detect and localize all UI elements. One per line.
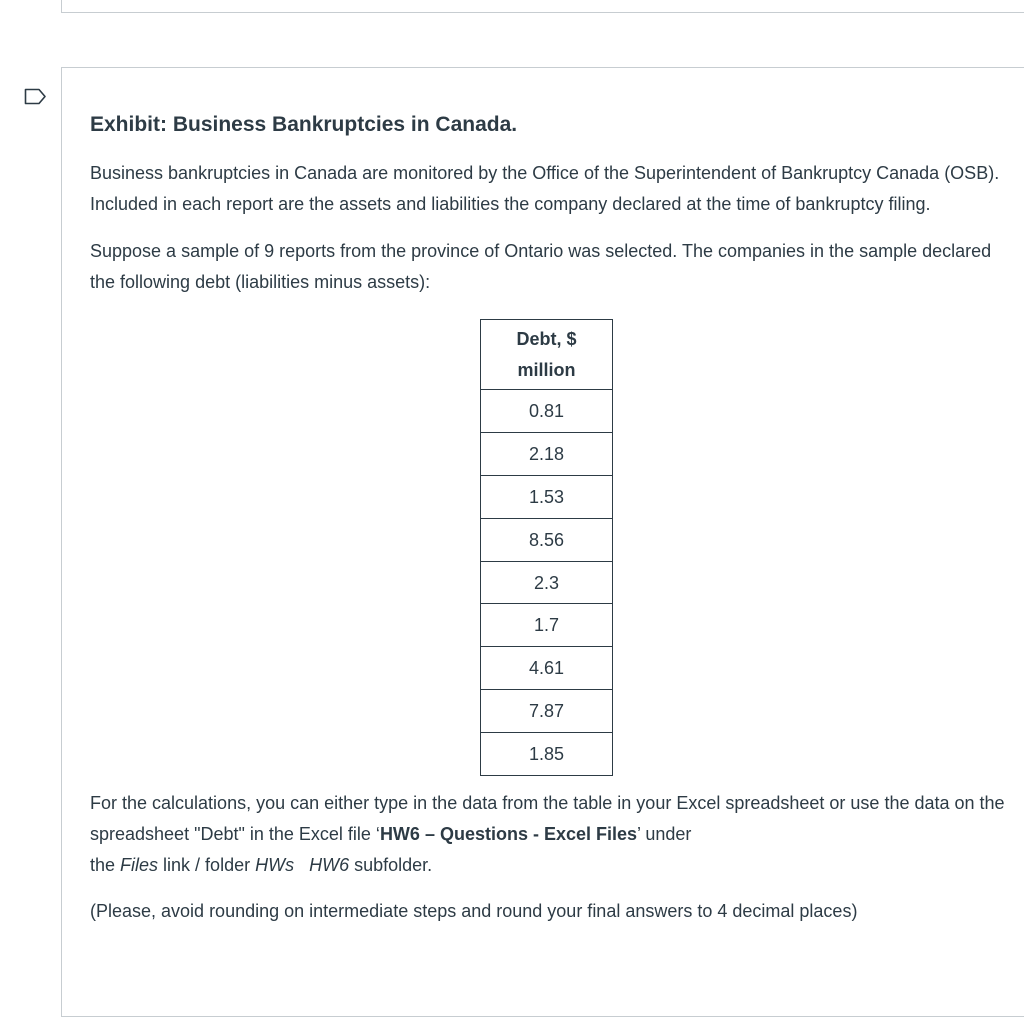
files-link-text: Files bbox=[120, 855, 159, 876]
debt-table-wrapper bbox=[480, 319, 613, 776]
debt-value: 1.7 bbox=[533, 615, 560, 636]
debt-value: 2.3 bbox=[533, 572, 560, 593]
debt-value-cell bbox=[481, 475, 613, 518]
debt-value-cell bbox=[481, 518, 613, 561]
debt-value: 2.18 bbox=[528, 443, 565, 464]
debt-value-cell bbox=[481, 432, 613, 475]
debt-value: 8.56 bbox=[528, 529, 565, 550]
question-card bbox=[61, 67, 1024, 1017]
debt-value-cell bbox=[481, 604, 613, 647]
debt-value: 1.53 bbox=[528, 486, 565, 507]
table-row bbox=[481, 390, 613, 433]
debt-value: 0.81 bbox=[528, 400, 565, 421]
debt-table bbox=[480, 319, 613, 776]
excel-file-name: HW6 – Questions - Excel Files bbox=[379, 824, 638, 845]
table-row bbox=[481, 475, 613, 518]
debt-column-header bbox=[481, 320, 613, 390]
debt-value: 1.85 bbox=[528, 744, 565, 765]
header-line-2: million bbox=[517, 359, 576, 380]
exhibit-title: Exhibit: Business Bankruptcies in Canada. bbox=[90, 113, 518, 136]
header-line-1: Debt, $ bbox=[516, 328, 577, 349]
debt-value-cell bbox=[481, 733, 613, 776]
debt-value-cell bbox=[481, 647, 613, 690]
debt-value-cell bbox=[481, 390, 613, 433]
instructions-text-1: For the calculations, you can either type in the data from the table in your Excel spreadsheet or use the data on the spreadsheet "Debt" in the Excel file ‘ bbox=[90, 793, 1005, 845]
question-text bbox=[90, 108, 1005, 927]
table-row bbox=[481, 604, 613, 647]
folder-separator bbox=[294, 855, 309, 875]
table-header-row bbox=[481, 320, 613, 390]
instructions-paragraph bbox=[90, 788, 1005, 881]
debt-table-body bbox=[481, 390, 613, 776]
previous-question-card bbox=[61, 0, 1024, 13]
debt-value-cell bbox=[481, 561, 613, 604]
intro-paragraph: Business bankruptcies in Canada are monitored by the Office of the Superintendent of Bankruptcy Canada (OSB). Included in each report are the assets and liabilities the company declared at the time of bankruptcy filing. bbox=[90, 163, 1000, 214]
debt-value: 7.87 bbox=[528, 701, 565, 722]
folder-hw6: HW6 bbox=[309, 855, 350, 876]
debt-value-cell bbox=[481, 690, 613, 733]
table-row bbox=[481, 561, 613, 604]
instructions-text-3: the bbox=[90, 855, 121, 876]
table-row bbox=[481, 690, 613, 733]
folder-hws: HWs bbox=[255, 855, 295, 876]
sample-paragraph: Suppose a sample of 9 reports from the province of Ontario was selected. The companies in the sample declared the following debt (liabilities minus assets): bbox=[90, 241, 992, 292]
table-row bbox=[481, 432, 613, 475]
table-row bbox=[481, 647, 613, 690]
rounding-note: (Please, avoid rounding on intermediate steps and round your final answers to 4 decimal places) bbox=[90, 901, 858, 922]
instructions-text-2: ’ under bbox=[637, 824, 692, 845]
table-row bbox=[481, 518, 613, 561]
table-row bbox=[481, 733, 613, 776]
flag-question-icon[interactable] bbox=[24, 88, 47, 105]
instructions-text-6: subfolder. bbox=[349, 855, 433, 876]
instructions-text-4: link / folder bbox=[158, 855, 256, 876]
debt-value: 4.61 bbox=[528, 658, 565, 679]
